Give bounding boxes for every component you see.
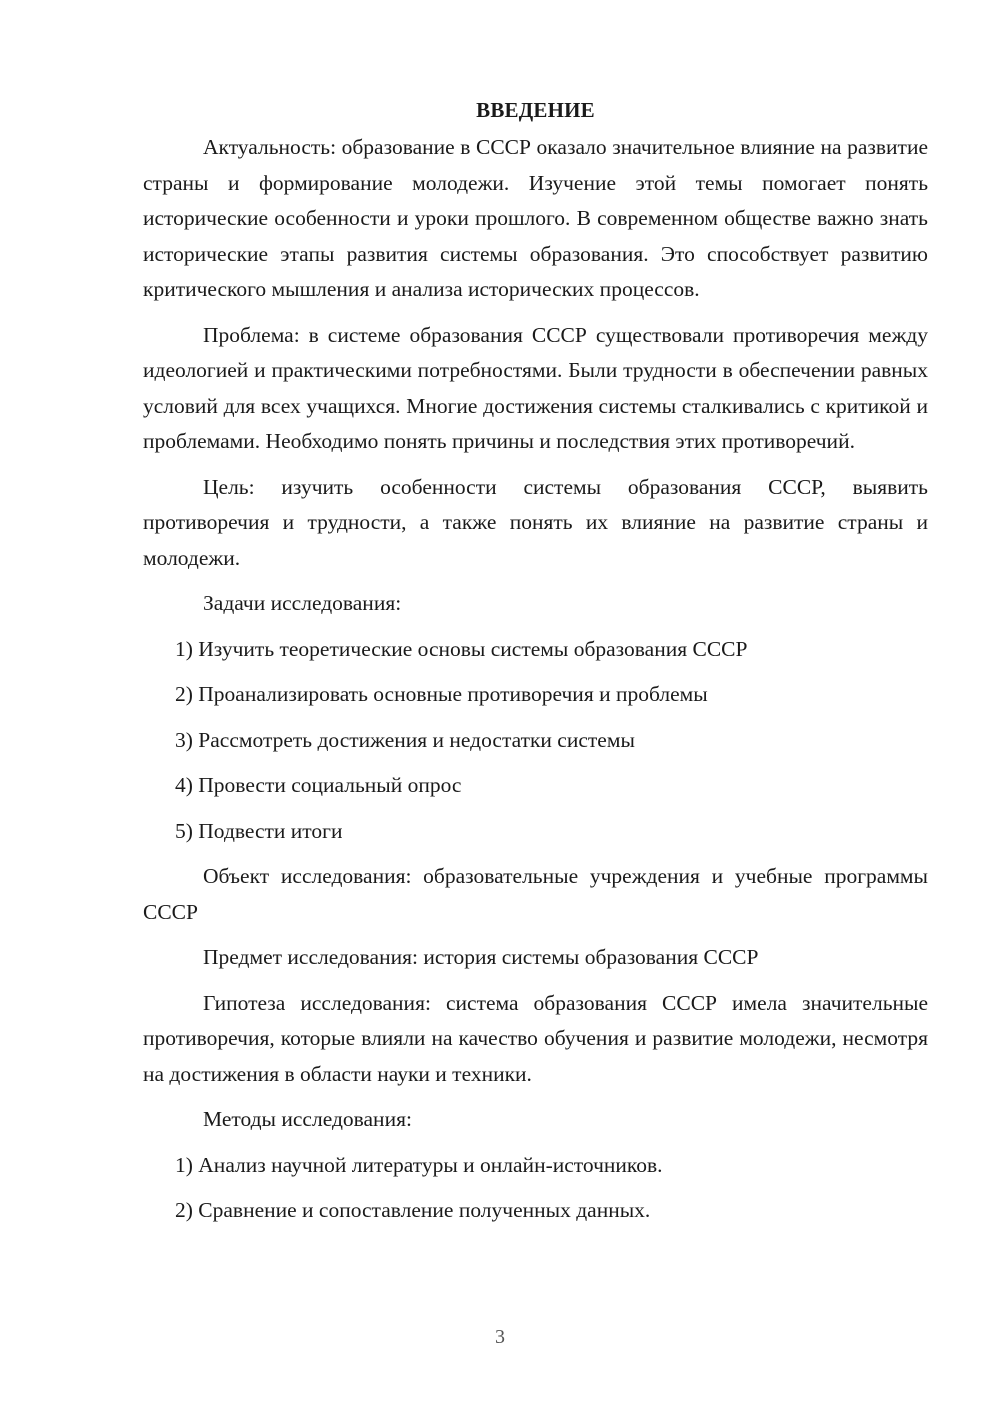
document-page [143, 93, 928, 1239]
task-item-1: 1) Изучить теоретические основы системы образования СССР [175, 636, 748, 661]
problem-paragraph: Проблема: в системе образования СССР существовали противоречия между идеологией и практическими потребностями. Были трудности в обеспечении равных условий для всех учащихся. Многие достижения системы сталкивались с критикой и проблемами. Необходимо понять причины и последствия этих противоречий. [143, 322, 928, 453]
subject-paragraph: Предмет исследования: история системы образования СССР [203, 945, 759, 969]
task-item-5: 5) Подвести итоги [175, 818, 343, 843]
method-item-2: 2) Сравнение и сопоставление полученных данных. [175, 1198, 651, 1222]
goal-paragraph: Цель: изучить особенности системы образования СССР, выявить противоречия и трудности, а также понять их влияние на развитие страны и молодежи. [143, 474, 928, 570]
methods-title: Методы исследования: [203, 1107, 412, 1131]
page-number: 3 [495, 1326, 505, 1348]
task-item-2: 2) Проанализировать основные противоречия и проблемы [175, 682, 708, 706]
hypothesis-paragraph: Гипотеза исследования: система образования СССР имела значительные противоречия, которые влияли на качество обучения и развитие молодежи, несмотря на достижения в области науки и техники. [143, 990, 928, 1086]
task-item-3: 3) Рассмотреть достижения и недостатки системы [175, 727, 635, 752]
task-item-4: 4) Провести социальный опрос [175, 773, 462, 797]
relevance-paragraph: Актуальность: образование в СССР оказало значительное влияние на развитие страны и формирование молодежи. Изучение этой темы помогает понять исторические особенности и уроки прошлого. В современном обществе важно знать исторические этапы развития системы образования. Это способствует развитию критического мышления и анализа исторических процессов. [143, 135, 928, 301]
method-item-1: 1) Анализ научной литературы и онлайн-источников. [175, 1152, 663, 1177]
tasks-title: Задачи исследования: [203, 591, 402, 615]
object-paragraph: Объект исследования: образовательные учреждения и учебные программы СССР [143, 864, 928, 924]
section-heading: ВВЕДЕНИЕ [476, 98, 595, 122]
